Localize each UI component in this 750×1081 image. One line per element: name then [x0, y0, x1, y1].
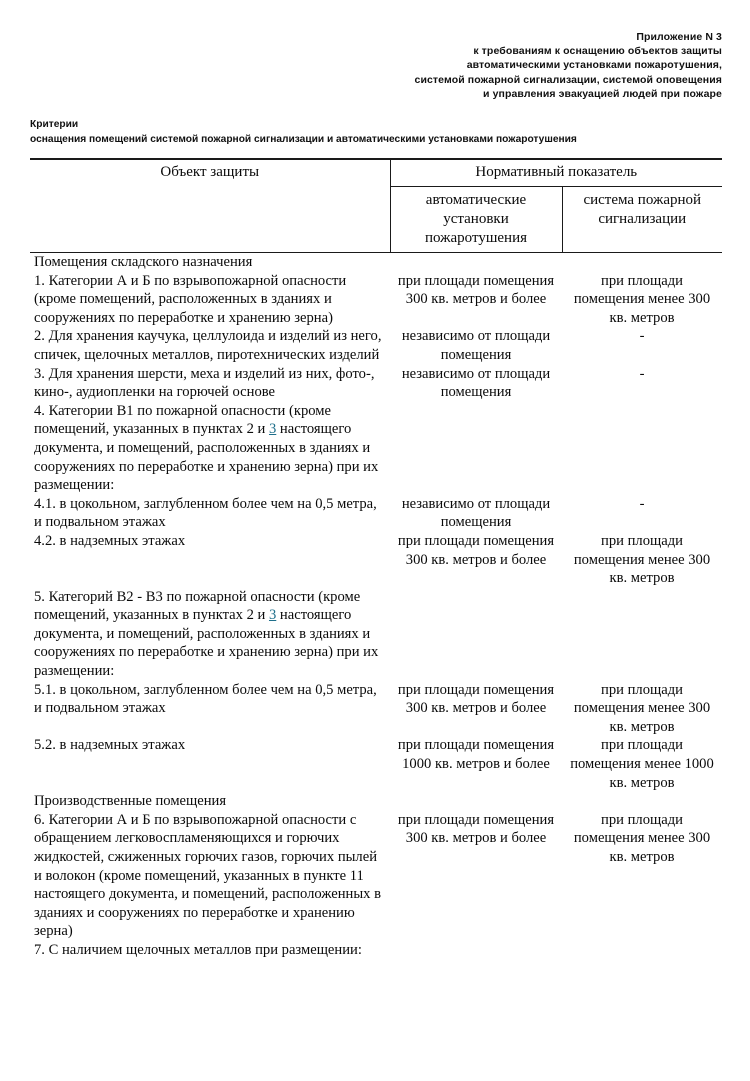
- row-aupt-value: [390, 941, 562, 960]
- table-header: [30, 159, 722, 253]
- row-aupt-value: при площади помещения 300 кв. метров и более: [397, 532, 555, 568]
- table-row: [30, 532, 722, 588]
- table-row: [30, 588, 722, 681]
- criteria-subtitle: оснащения помещений системой пожарной сигнализации и автоматическими установками пожаротушения: [30, 134, 577, 146]
- table-row: [30, 811, 722, 941]
- row-aupt-value: при площади помещения 1000 кв. метров и более: [397, 737, 555, 773]
- criteria-block: [30, 117, 750, 147]
- row-object-text-after-link: настоящего документа, и помещений, расположенных в зданиях и сооружениях по переработке и хранению зерна) при их размещении:: [34, 607, 379, 680]
- section-heading-storage: Помещения складского назначения: [34, 254, 253, 271]
- row-aps-value: при площади помещения менее 1000 кв. метров: [570, 737, 714, 791]
- criteria-table-wrapper: [30, 158, 722, 960]
- table-row: [30, 327, 722, 364]
- appendix-line-2: к требованиям к оснащению объектов защиты: [473, 45, 722, 58]
- row-object: 3. Для хранения шерсти, меха и изделий из них, фото-, кино-, аудиопленки на горючей основе: [34, 365, 375, 401]
- section-heading-production: Производственные помещения: [34, 793, 227, 810]
- row-object: 7. С наличием щелочных металлов при размещении:: [34, 941, 362, 958]
- row-aps-value: -: [639, 328, 645, 345]
- table-row: [30, 365, 722, 402]
- row-object: 2. Для хранения каучука, целлулоида и изделий из него, спичек, щелочных металлов, пиротехнических изделий: [34, 328, 382, 363]
- row-aps-value: при площади помещения менее 300 кв. метров: [573, 272, 711, 326]
- row-object-text-before-link: 4. Категории В1 по пожарной опасности (кроме помещений, указанных в пунктах 2 и: [34, 402, 331, 438]
- row-aupt-value: независимо от площади помещения: [401, 365, 551, 401]
- row-aps-value: -: [639, 495, 645, 512]
- table-header-row-top: [30, 159, 722, 187]
- column-header-object: Объект защиты: [30, 159, 390, 253]
- column-header-aupt: автоматические установки пожаротушения: [390, 187, 562, 253]
- clause-reference-link[interactable]: 3: [268, 607, 277, 624]
- table-body: [30, 253, 722, 960]
- row-object-text-after-link: настоящего документа, и помещений, расположенных в зданиях и сооружениях по переработке и хранению зерна) при их размещении:: [34, 421, 379, 494]
- criteria-table: [30, 158, 722, 960]
- row-object-with-reference: [30, 402, 390, 495]
- clause-reference-link[interactable]: 3: [268, 421, 277, 438]
- criteria-title: Критерии: [30, 119, 79, 131]
- row-aps-value: при площади помещения менее 300 кв. метров: [573, 532, 711, 587]
- row-aupt-value: независимо от площади помещения: [401, 495, 551, 531]
- row-object: 6. Категории А и Б по взрывопожарной опасности с обращением легковоспламеняющихся и горючих жидкостей, сжиженных горючих газов, горючих пылей и волокон (кроме помещений, указанных в пункте 11 настоящего документа, и помещений, расположенных в зданиях и сооружениях по переработке и хранению зерна): [34, 811, 381, 940]
- row-aps-value: при площади помещения менее 300 кв. метров: [573, 811, 711, 866]
- row-object: 4.2. в надземных этажах: [34, 532, 186, 549]
- table-row: [30, 941, 722, 960]
- table-row: [30, 495, 722, 532]
- appendix-number: Приложение N 3: [636, 31, 722, 43]
- appendix-line-4: системой пожарной сигнализации, системой оповещения: [414, 73, 722, 86]
- section-heading-row: [30, 792, 722, 811]
- column-header-aps: система пожарной сигнализации: [562, 187, 722, 253]
- row-object: 4.1. в цокольном, заглубленном более чем на 0,5 метра, и подвальном этажах: [34, 495, 377, 531]
- table-row: [30, 402, 722, 495]
- section-heading-row: [30, 253, 722, 272]
- row-object: 1. Категории А и Б по взрывопожарной опасности (кроме помещений, расположенных в зданиях и сооружениях по переработке и хранению зерна): [34, 272, 347, 326]
- section-heading-aps-empty: [562, 792, 722, 811]
- document-page: [0, 30, 750, 1081]
- row-aupt-value: независимо от площади помещения: [401, 328, 551, 363]
- row-aupt-value: при площади помещения 300 кв. метров и более: [397, 681, 555, 717]
- appendix-line-3: автоматическими установками пожаротушения,: [466, 59, 722, 72]
- section-heading-aupt-empty: [390, 253, 562, 272]
- section-heading-aupt-empty: [390, 792, 562, 811]
- table-row: [30, 272, 722, 328]
- row-object: 5.2. в надземных этажах: [34, 737, 186, 754]
- table-row: [30, 736, 722, 792]
- section-heading-aps-empty: [562, 253, 722, 272]
- row-aupt-value: [390, 402, 562, 495]
- appendix-line-5: и управления эвакуацией людей при пожаре: [483, 87, 722, 100]
- row-object: 5.1. в цокольном, заглубленном более чем на 0,5 метра, и подвальном этажах: [34, 681, 377, 717]
- row-aupt-value: при площади помещения 300 кв. метров и более: [397, 811, 555, 847]
- row-aps-value: при площади помещения менее 300 кв. метров: [573, 681, 711, 735]
- row-aupt-value: [390, 588, 562, 681]
- row-aps-value: -: [639, 365, 645, 382]
- row-aupt-value: при площади помещения 300 кв. метров и более: [397, 272, 555, 308]
- table-row: [30, 681, 722, 737]
- row-object-text-before-link: 5. Категорий В2 - В3 по пожарной опасности (кроме помещений, указанных в пунктах 2 и: [34, 588, 361, 624]
- column-header-normative: Нормативный показатель: [390, 159, 722, 187]
- row-object-with-reference: [30, 588, 390, 681]
- row-aps-value: [562, 402, 722, 495]
- row-aps-value: [562, 941, 722, 960]
- document-header-block: [0, 30, 722, 101]
- row-aps-value: [562, 588, 722, 681]
